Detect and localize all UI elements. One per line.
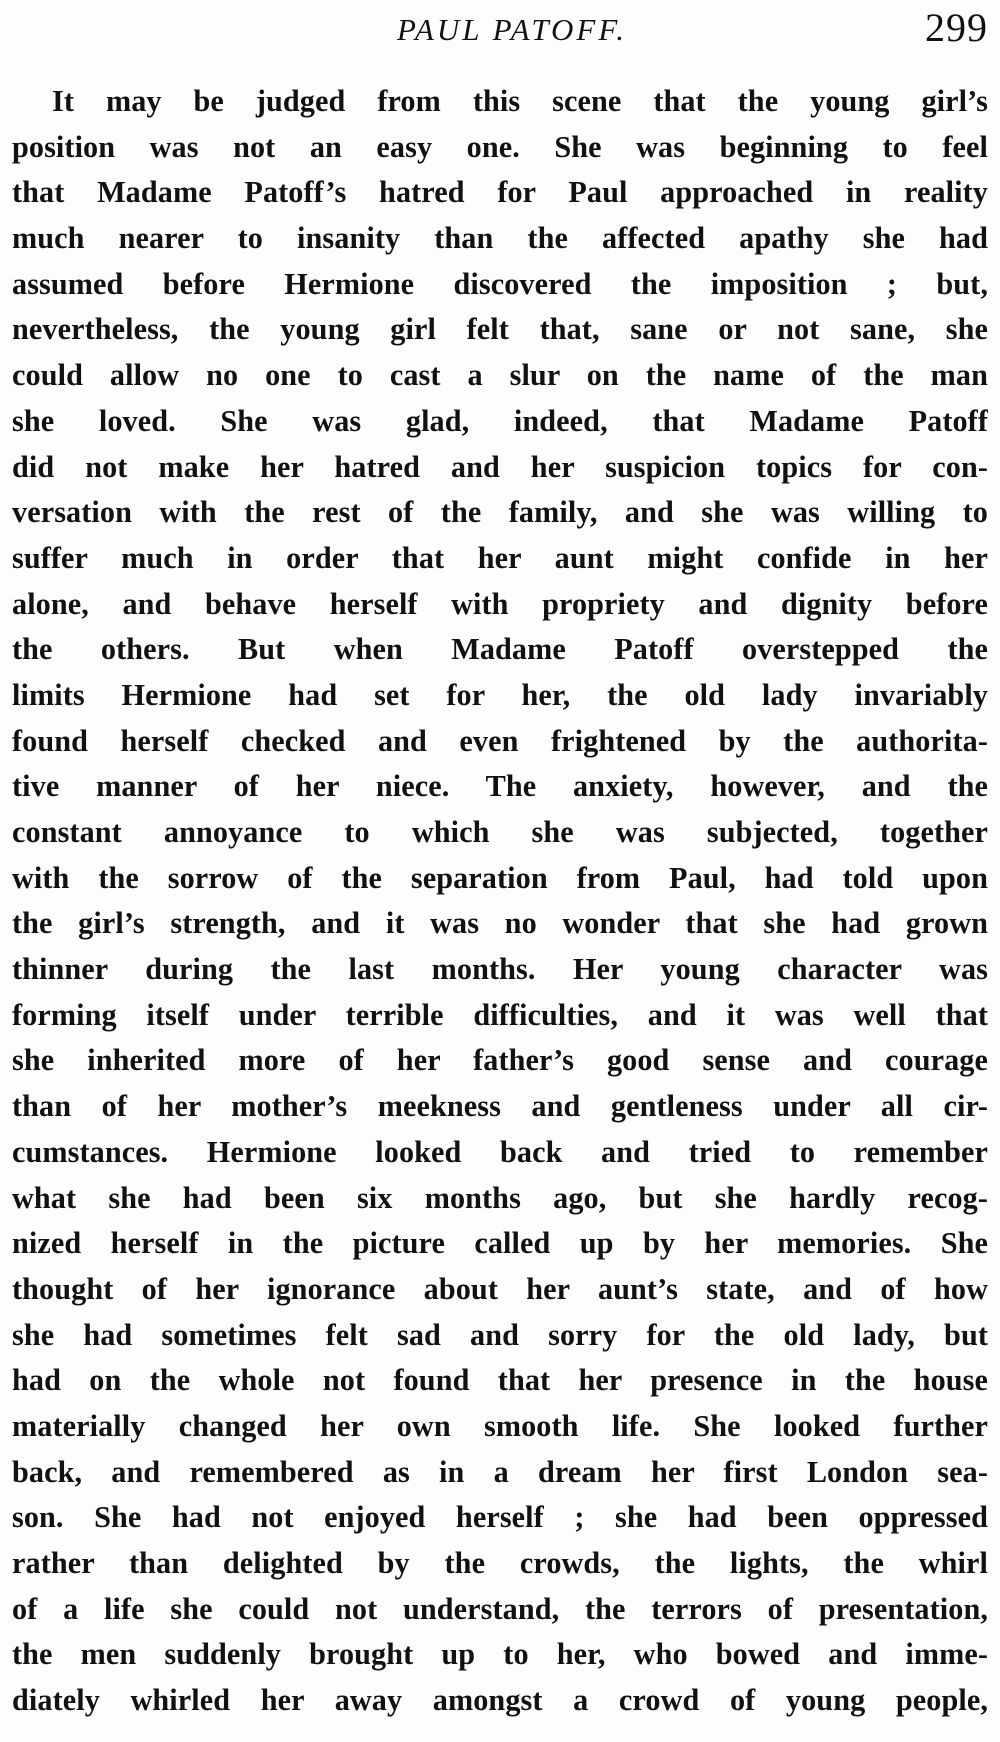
- text-line: son. She had not enjoyed herself ; she had been oppressed: [12, 1500, 988, 1535]
- text-line: It may be judged from this scene that the young girl’s: [52, 84, 988, 118]
- text-line: found herself checked and even frightened by the authorita-: [12, 723, 988, 758]
- text-line: did not make her hatred and her suspicion topics for con-: [12, 449, 988, 484]
- text-line: nized herself in the picture called up by her memories. She: [12, 1226, 988, 1261]
- text-line: position was not an easy one. She was beginning to feel: [12, 129, 988, 164]
- text-line: suffer much in order that her aunt might confide in her: [12, 540, 988, 575]
- text-line: than of her mother’s meekness and gentleness under all cir-: [12, 1089, 988, 1124]
- running-title: PAUL PATOFF.: [396, 12, 628, 47]
- text-line: the men suddenly brought up to her, who bowed and imme-: [12, 1637, 988, 1672]
- text-line: alone, and behave herself with propriety and dignity before: [12, 586, 988, 621]
- text-line: the girl’s strength, and it was no wonder that she had grown: [12, 906, 988, 941]
- text-line: versation with the rest of the family, and she was willing to: [12, 495, 988, 530]
- text-line: what she had been six months ago, but she hardly recog-: [12, 1180, 988, 1215]
- text-line: nevertheless, the young girl felt that, sane or not sane, she: [12, 312, 988, 347]
- text-line: limits Hermione had set for her, the old lady invariably: [12, 677, 988, 712]
- page-number: 299: [925, 5, 988, 50]
- text-line: she inherited more of her father’s good sense and courage: [12, 1043, 988, 1078]
- text-line: constant annoyance to which she was subjected, together: [12, 815, 988, 849]
- running-head: [12, 4, 988, 64]
- text-line: materially changed her own smooth life. She looked further: [12, 1408, 988, 1443]
- text-line: much nearer to insanity than the affected apathy she had: [12, 221, 988, 256]
- text-line: thinner during the last months. Her young character was: [12, 952, 988, 987]
- text-line: could allow no one to cast a slur on the name of the man: [12, 358, 988, 393]
- text-line: had on the whole not found that her presence in the house: [12, 1363, 988, 1398]
- text-line: diately whirled her away amongst a crowd of young people,: [12, 1683, 988, 1718]
- text-line: with the sorrow of the separation from Paul, had told upon: [12, 860, 988, 895]
- text-line: cumstances. Hermione looked back and tried to remember: [12, 1134, 988, 1169]
- text-line: she loved. She was glad, indeed, that Madame Patoff: [12, 403, 988, 438]
- text-line: the others. But when Madame Patoff overstepped the: [12, 632, 988, 667]
- text-line: forming itself under terrible difficulties, and it was well that: [12, 997, 988, 1032]
- text-line: tive manner of her niece. The anxiety, however, and the: [12, 769, 988, 804]
- body-paragraph: [12, 79, 988, 1724]
- text-line: of a life she could not understand, the terrors of presentation,: [12, 1591, 988, 1626]
- text-line: assumed before Hermione discovered the imposition ; but,: [12, 266, 988, 301]
- text-line: back, and remembered as in a dream her first London sea-: [12, 1454, 988, 1489]
- text-line: she had sometimes felt sad and sorry for the old lady, but: [12, 1317, 988, 1352]
- text-line: rather than delighted by the crowds, the lights, the whirl: [12, 1546, 988, 1580]
- text-line: thought of her ignorance about her aunt’s state, and of how: [12, 1271, 988, 1306]
- text-line: that Madame Patoff’s hatred for Paul approached in reality: [12, 175, 988, 210]
